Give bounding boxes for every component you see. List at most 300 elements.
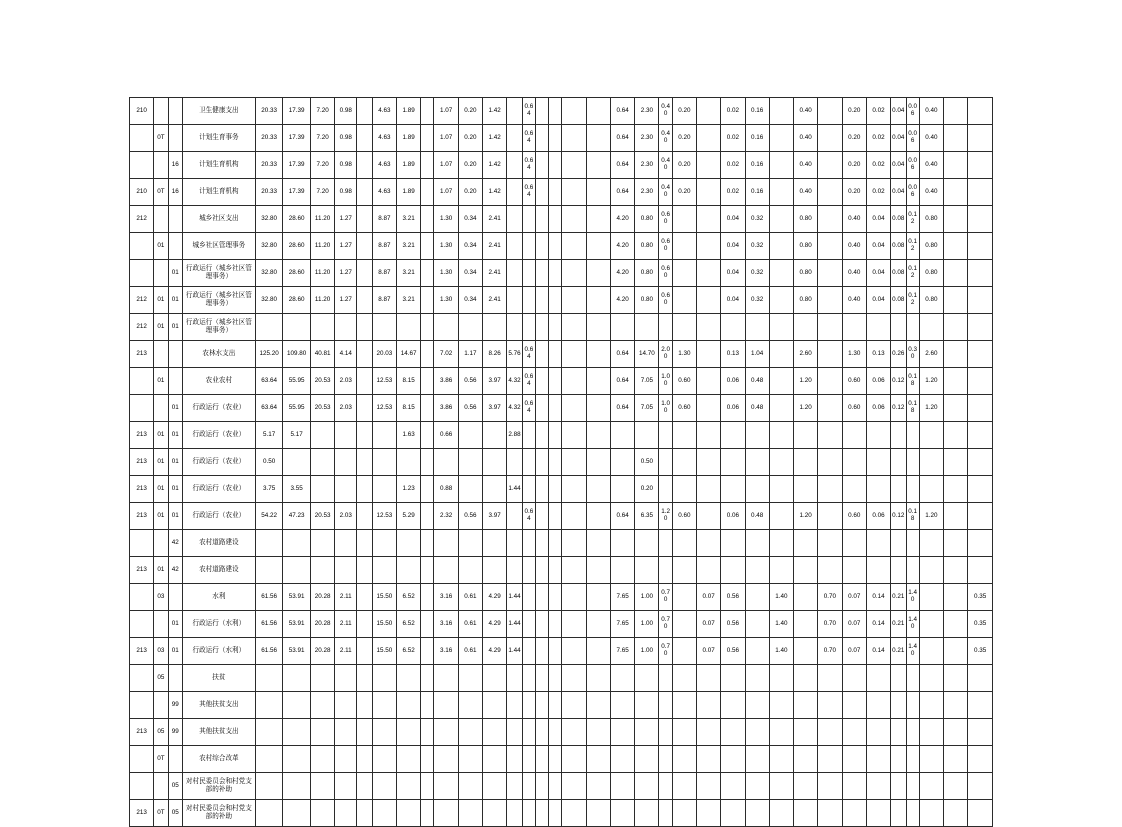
row-cell-value: 0.40 bbox=[919, 125, 943, 152]
row-cell-empty bbox=[562, 341, 586, 368]
row-cell-empty bbox=[562, 476, 586, 503]
row-cell-value: 0.04 bbox=[891, 179, 906, 206]
row-cell-empty bbox=[968, 206, 993, 233]
row-cell-empty bbox=[968, 125, 993, 152]
row-cell-empty bbox=[659, 422, 672, 449]
row-cell-empty bbox=[310, 719, 334, 746]
row-cell-value: 2.60 bbox=[794, 341, 818, 368]
row-cell-empty bbox=[522, 314, 535, 341]
row-cell-empty bbox=[769, 665, 793, 692]
row-cell-value: 12.53 bbox=[372, 395, 396, 422]
row-cell-value: 20.33 bbox=[255, 179, 283, 206]
row-cell-empty bbox=[944, 611, 968, 638]
row-cell-value: 0.08 bbox=[891, 233, 906, 260]
row-cell-empty bbox=[562, 557, 586, 584]
row-cell-empty bbox=[919, 557, 943, 584]
row-code-item: 05 bbox=[154, 719, 168, 746]
row-cell-value: 12.53 bbox=[372, 368, 396, 395]
row-cell-empty bbox=[483, 314, 507, 341]
row-code-item bbox=[154, 341, 168, 368]
row-code-item bbox=[154, 692, 168, 719]
row-cell-empty bbox=[944, 395, 968, 422]
row-cell-value: 11.20 bbox=[310, 287, 334, 314]
row-cell-empty bbox=[769, 368, 793, 395]
row-cell-value: 7.20 bbox=[310, 98, 334, 125]
row-cell-empty bbox=[535, 611, 548, 638]
row-cell-value: 3.16 bbox=[434, 584, 458, 611]
row-cell-value: 0.20 bbox=[842, 98, 866, 125]
row-cell-empty bbox=[507, 260, 522, 287]
row-name: 扶贫 bbox=[182, 665, 255, 692]
row-code-class: 213 bbox=[130, 476, 154, 503]
row-cell-empty bbox=[794, 557, 818, 584]
row-cell-value: 0.98 bbox=[335, 179, 357, 206]
row-code-class bbox=[130, 611, 154, 638]
row-cell-empty bbox=[769, 746, 793, 773]
row-cell-value: 0.14 bbox=[866, 584, 890, 611]
row-code-class: 212 bbox=[130, 206, 154, 233]
row-cell-value: 4.32 bbox=[507, 395, 522, 422]
row-cell-value: 1.20 bbox=[794, 395, 818, 422]
row-cell-value: 0.34 bbox=[458, 287, 482, 314]
row-cell-empty bbox=[535, 368, 548, 395]
row-cell-value: 1.89 bbox=[396, 152, 420, 179]
row-cell-value: 1.30 bbox=[434, 233, 458, 260]
row-cell-value: 0.21 bbox=[891, 611, 906, 638]
row-cell-value: 4.14 bbox=[335, 341, 357, 368]
row-code-class: 210 bbox=[130, 98, 154, 125]
row-cell-empty bbox=[535, 260, 548, 287]
row-cell-value: 0.16 bbox=[745, 125, 769, 152]
row-cell-empty bbox=[483, 746, 507, 773]
row-cell-empty bbox=[458, 665, 482, 692]
row-cell-value: 4.20 bbox=[610, 287, 634, 314]
row-cell-empty bbox=[357, 395, 372, 422]
row-cell-empty bbox=[357, 665, 372, 692]
row-cell-empty bbox=[968, 152, 993, 179]
row-cell-empty bbox=[769, 395, 793, 422]
row-name: 行政运行（城乡社区管理事务） bbox=[182, 314, 255, 341]
row-cell-value: 0.06 bbox=[906, 125, 919, 152]
row-cell-empty bbox=[535, 692, 548, 719]
row-cell-empty bbox=[672, 314, 696, 341]
row-cell-empty bbox=[372, 314, 396, 341]
row-cell-empty bbox=[535, 152, 548, 179]
row-cell-value: 0.32 bbox=[745, 287, 769, 314]
row-cell-empty bbox=[906, 422, 919, 449]
row-cell-empty bbox=[891, 557, 906, 584]
row-cell-value: 2.41 bbox=[483, 233, 507, 260]
row-cell-empty bbox=[586, 746, 610, 773]
row-code-class bbox=[130, 125, 154, 152]
row-cell-empty bbox=[396, 692, 420, 719]
row-cell-empty bbox=[434, 692, 458, 719]
row-cell-empty bbox=[944, 206, 968, 233]
row-cell-empty bbox=[421, 800, 434, 827]
row-cell-empty bbox=[672, 746, 696, 773]
row-cell-value: 0.06 bbox=[906, 179, 919, 206]
row-cell-empty bbox=[458, 746, 482, 773]
row-cell-empty bbox=[483, 530, 507, 557]
row-cell-value: 2.32 bbox=[434, 503, 458, 530]
row-cell-empty bbox=[891, 665, 906, 692]
row-cell-empty bbox=[562, 260, 586, 287]
row-cell-empty bbox=[672, 530, 696, 557]
row-cell-value: 11.20 bbox=[310, 206, 334, 233]
row-cell-value: 0.06 bbox=[906, 98, 919, 125]
row-cell-empty bbox=[535, 476, 548, 503]
row-cell-value: 0.06 bbox=[866, 503, 890, 530]
row-code-subitem bbox=[168, 368, 182, 395]
row-code-item bbox=[154, 530, 168, 557]
row-cell-value: 0.12 bbox=[906, 260, 919, 287]
row-cell-empty bbox=[818, 341, 842, 368]
row-cell-empty bbox=[283, 746, 311, 773]
row-cell-value: 1.00 bbox=[659, 368, 672, 395]
row-cell-value: 32.80 bbox=[255, 287, 283, 314]
row-cell-empty bbox=[891, 719, 906, 746]
row-cell-value: 0.80 bbox=[919, 260, 943, 287]
row-cell-value: 1.27 bbox=[335, 233, 357, 260]
row-code-item: 01 bbox=[154, 476, 168, 503]
row-cell-empty bbox=[906, 665, 919, 692]
row-cell-empty bbox=[818, 314, 842, 341]
row-cell-value: 47.23 bbox=[283, 503, 311, 530]
row-cell-empty bbox=[745, 611, 769, 638]
row-cell-empty bbox=[769, 719, 793, 746]
row-cell-value: 53.91 bbox=[283, 611, 311, 638]
row-code-subitem: 01 bbox=[168, 395, 182, 422]
row-cell-empty bbox=[818, 395, 842, 422]
row-cell-empty bbox=[562, 206, 586, 233]
row-cell-empty bbox=[507, 314, 522, 341]
row-cell-empty bbox=[818, 260, 842, 287]
row-cell-empty bbox=[818, 287, 842, 314]
row-cell-empty bbox=[842, 746, 866, 773]
row-cell-empty bbox=[507, 503, 522, 530]
row-code-item: 03 bbox=[154, 638, 168, 665]
row-cell-value: 1.20 bbox=[794, 503, 818, 530]
row-cell-value: 6.52 bbox=[396, 638, 420, 665]
row-cell-empty bbox=[968, 530, 993, 557]
row-cell-value: 0.80 bbox=[794, 206, 818, 233]
row-cell-empty bbox=[335, 422, 357, 449]
row-cell-empty bbox=[458, 719, 482, 746]
row-cell-value: 0.20 bbox=[672, 179, 696, 206]
row-cell-value: 2.41 bbox=[483, 287, 507, 314]
row-cell-empty bbox=[483, 557, 507, 584]
row-cell-empty bbox=[842, 719, 866, 746]
row-cell-empty bbox=[586, 530, 610, 557]
row-cell-value: 0.80 bbox=[919, 287, 943, 314]
row-cell-empty bbox=[357, 530, 372, 557]
row-cell-empty bbox=[769, 773, 793, 800]
row-cell-value: 3.16 bbox=[434, 638, 458, 665]
row-cell-value: 0.56 bbox=[458, 395, 482, 422]
row-cell-value: 3.55 bbox=[283, 476, 311, 503]
row-cell-empty bbox=[818, 665, 842, 692]
row-cell-empty bbox=[283, 719, 311, 746]
row-cell-empty bbox=[357, 422, 372, 449]
row-cell-empty bbox=[562, 422, 586, 449]
row-cell-empty bbox=[434, 449, 458, 476]
row-code-item bbox=[154, 152, 168, 179]
row-cell-empty bbox=[968, 476, 993, 503]
row-cell-value: 4.20 bbox=[610, 260, 634, 287]
row-cell-value: 0.04 bbox=[866, 287, 890, 314]
row-code-item: 01 bbox=[154, 422, 168, 449]
row-cell-empty bbox=[818, 233, 842, 260]
row-cell-value: 1.27 bbox=[335, 206, 357, 233]
row-cell-value: 0.60 bbox=[659, 287, 672, 314]
row-cell-empty bbox=[891, 422, 906, 449]
row-cell-empty bbox=[794, 665, 818, 692]
row-cell-value: 0.64 bbox=[522, 98, 535, 125]
row-code-item bbox=[154, 260, 168, 287]
row-code-subitem: 01 bbox=[168, 260, 182, 287]
row-cell-empty bbox=[421, 125, 434, 152]
row-cell-empty bbox=[794, 611, 818, 638]
row-cell-empty bbox=[522, 287, 535, 314]
row-name: 行政运行（城乡社区管理事务） bbox=[182, 260, 255, 287]
row-cell-empty bbox=[310, 800, 334, 827]
row-cell-value: 0.13 bbox=[721, 341, 745, 368]
row-cell-empty bbox=[310, 665, 334, 692]
row-cell-empty bbox=[421, 368, 434, 395]
row-cell-empty bbox=[458, 692, 482, 719]
row-cell-value: 0.56 bbox=[458, 368, 482, 395]
row-cell-value: 4.32 bbox=[507, 368, 522, 395]
row-code-class bbox=[130, 773, 154, 800]
row-cell-empty bbox=[586, 692, 610, 719]
row-cell-value: 0.64 bbox=[522, 179, 535, 206]
row-code-subitem: 01 bbox=[168, 287, 182, 314]
row-cell-empty bbox=[891, 314, 906, 341]
row-cell-empty bbox=[696, 98, 720, 125]
row-cell-empty bbox=[968, 233, 993, 260]
row-cell-empty bbox=[335, 665, 357, 692]
row-cell-empty bbox=[535, 665, 548, 692]
row-cell-empty bbox=[672, 260, 696, 287]
row-cell-empty bbox=[255, 746, 283, 773]
row-cell-value: 2.30 bbox=[635, 125, 659, 152]
row-cell-empty bbox=[745, 719, 769, 746]
row-cell-value: 0.04 bbox=[866, 260, 890, 287]
row-cell-empty bbox=[507, 449, 522, 476]
row-cell-empty bbox=[842, 449, 866, 476]
row-cell-empty bbox=[535, 746, 548, 773]
row-cell-empty bbox=[535, 638, 548, 665]
row-cell-empty bbox=[562, 287, 586, 314]
row-cell-empty bbox=[659, 719, 672, 746]
row-cell-empty bbox=[610, 449, 634, 476]
row-cell-value: 0.08 bbox=[891, 206, 906, 233]
table-row bbox=[130, 719, 993, 746]
row-cell-empty bbox=[635, 800, 659, 827]
row-cell-empty bbox=[549, 692, 562, 719]
row-cell-empty bbox=[721, 476, 745, 503]
row-cell-empty bbox=[586, 611, 610, 638]
row-cell-empty bbox=[522, 206, 535, 233]
row-cell-empty bbox=[906, 449, 919, 476]
row-name: 其他扶贫支出 bbox=[182, 692, 255, 719]
row-code-class: 213 bbox=[130, 449, 154, 476]
row-cell-value: 0.34 bbox=[458, 260, 482, 287]
row-cell-empty bbox=[944, 476, 968, 503]
row-cell-value: 0.08 bbox=[891, 260, 906, 287]
row-cell-empty bbox=[549, 314, 562, 341]
row-cell-empty bbox=[842, 773, 866, 800]
row-cell-empty bbox=[769, 206, 793, 233]
table-row bbox=[130, 260, 993, 287]
row-cell-value: 0.12 bbox=[906, 206, 919, 233]
row-cell-empty bbox=[421, 206, 434, 233]
row-cell-empty bbox=[421, 314, 434, 341]
row-cell-empty bbox=[535, 773, 548, 800]
row-cell-empty bbox=[696, 665, 720, 692]
row-cell-value: 0.02 bbox=[721, 125, 745, 152]
row-cell-value: 0.40 bbox=[659, 152, 672, 179]
row-cell-empty bbox=[535, 395, 548, 422]
row-cell-empty bbox=[255, 665, 283, 692]
row-cell-empty bbox=[944, 341, 968, 368]
row-cell-empty bbox=[396, 773, 420, 800]
row-cell-empty bbox=[522, 800, 535, 827]
row-cell-empty bbox=[549, 449, 562, 476]
row-cell-empty bbox=[586, 719, 610, 746]
row-cell-empty bbox=[866, 314, 890, 341]
row-cell-value: 0.07 bbox=[696, 611, 720, 638]
row-cell-value: 17.39 bbox=[283, 98, 311, 125]
row-cell-value: 3.21 bbox=[396, 206, 420, 233]
row-cell-value: 0.80 bbox=[794, 287, 818, 314]
row-cell-empty bbox=[745, 314, 769, 341]
row-cell-value: 1.44 bbox=[507, 638, 522, 665]
row-cell-empty bbox=[421, 746, 434, 773]
row-cell-empty bbox=[842, 557, 866, 584]
row-code-item: 01 bbox=[154, 503, 168, 530]
row-cell-empty bbox=[794, 476, 818, 503]
row-cell-value: 0.40 bbox=[659, 179, 672, 206]
row-cell-value: 1.89 bbox=[396, 98, 420, 125]
row-cell-empty bbox=[769, 530, 793, 557]
row-cell-empty bbox=[696, 260, 720, 287]
row-cell-value: 0.04 bbox=[721, 260, 745, 287]
row-cell-empty bbox=[891, 476, 906, 503]
row-cell-empty bbox=[968, 287, 993, 314]
row-cell-empty bbox=[372, 449, 396, 476]
row-cell-empty bbox=[635, 719, 659, 746]
row-cell-empty bbox=[968, 773, 993, 800]
row-cell-empty bbox=[659, 530, 672, 557]
row-cell-empty bbox=[906, 476, 919, 503]
row-code-class bbox=[130, 260, 154, 287]
row-cell-empty bbox=[421, 98, 434, 125]
row-cell-empty bbox=[586, 125, 610, 152]
row-cell-empty bbox=[968, 179, 993, 206]
row-code-subitem: 05 bbox=[168, 773, 182, 800]
table-row bbox=[130, 125, 993, 152]
row-cell-empty bbox=[745, 638, 769, 665]
row-cell-empty bbox=[866, 422, 890, 449]
row-cell-empty bbox=[721, 449, 745, 476]
row-cell-empty bbox=[794, 584, 818, 611]
row-cell-empty bbox=[659, 773, 672, 800]
row-cell-value: 0.35 bbox=[968, 638, 993, 665]
row-cell-empty bbox=[335, 530, 357, 557]
table-row bbox=[130, 746, 993, 773]
row-cell-empty bbox=[818, 152, 842, 179]
row-cell-empty bbox=[610, 746, 634, 773]
row-cell-empty bbox=[944, 233, 968, 260]
row-code-item bbox=[154, 773, 168, 800]
row-cell-empty bbox=[891, 746, 906, 773]
row-cell-value: 4.29 bbox=[483, 584, 507, 611]
row-cell-empty bbox=[610, 557, 634, 584]
row-name: 对村民委员会和村党支部的补助 bbox=[182, 773, 255, 800]
row-cell-empty bbox=[919, 611, 943, 638]
row-cell-empty bbox=[483, 449, 507, 476]
row-cell-value: 0.64 bbox=[610, 179, 634, 206]
row-cell-empty bbox=[745, 665, 769, 692]
row-cell-empty bbox=[906, 800, 919, 827]
row-code-class: 213 bbox=[130, 341, 154, 368]
row-cell-empty bbox=[659, 476, 672, 503]
row-cell-empty bbox=[549, 206, 562, 233]
row-cell-value: 0.40 bbox=[919, 152, 943, 179]
row-cell-value: 109.80 bbox=[283, 341, 311, 368]
row-cell-empty bbox=[696, 341, 720, 368]
row-cell-empty bbox=[586, 206, 610, 233]
row-cell-value: 1.40 bbox=[769, 638, 793, 665]
row-code-class: 212 bbox=[130, 314, 154, 341]
row-cell-empty bbox=[968, 449, 993, 476]
row-cell-value: 20.53 bbox=[310, 395, 334, 422]
row-cell-empty bbox=[659, 557, 672, 584]
row-cell-empty bbox=[372, 665, 396, 692]
row-cell-empty bbox=[794, 692, 818, 719]
row-cell-value: 7.65 bbox=[610, 638, 634, 665]
row-cell-empty bbox=[919, 665, 943, 692]
row-cell-value: 17.39 bbox=[283, 125, 311, 152]
row-cell-value: 0.20 bbox=[458, 125, 482, 152]
row-name: 农村道路建设 bbox=[182, 557, 255, 584]
row-cell-empty bbox=[586, 800, 610, 827]
row-cell-empty bbox=[696, 179, 720, 206]
row-cell-empty bbox=[310, 449, 334, 476]
table-row bbox=[130, 287, 993, 314]
row-cell-empty bbox=[396, 557, 420, 584]
row-cell-empty bbox=[357, 611, 372, 638]
row-cell-value: 0.60 bbox=[659, 233, 672, 260]
row-code-subitem bbox=[168, 665, 182, 692]
row-cell-value: 0.70 bbox=[659, 611, 672, 638]
row-cell-empty bbox=[696, 746, 720, 773]
row-cell-empty bbox=[357, 98, 372, 125]
row-cell-value: 0.40 bbox=[842, 206, 866, 233]
row-cell-value: 61.56 bbox=[255, 611, 283, 638]
row-cell-empty bbox=[535, 179, 548, 206]
row-cell-empty bbox=[721, 530, 745, 557]
row-cell-empty bbox=[535, 206, 548, 233]
row-cell-empty bbox=[842, 692, 866, 719]
row-cell-empty bbox=[535, 422, 548, 449]
row-cell-empty bbox=[549, 179, 562, 206]
row-name: 行政运行（农业） bbox=[182, 476, 255, 503]
row-cell-empty bbox=[434, 746, 458, 773]
row-cell-value: 20.28 bbox=[310, 638, 334, 665]
row-cell-value: 0.16 bbox=[745, 152, 769, 179]
